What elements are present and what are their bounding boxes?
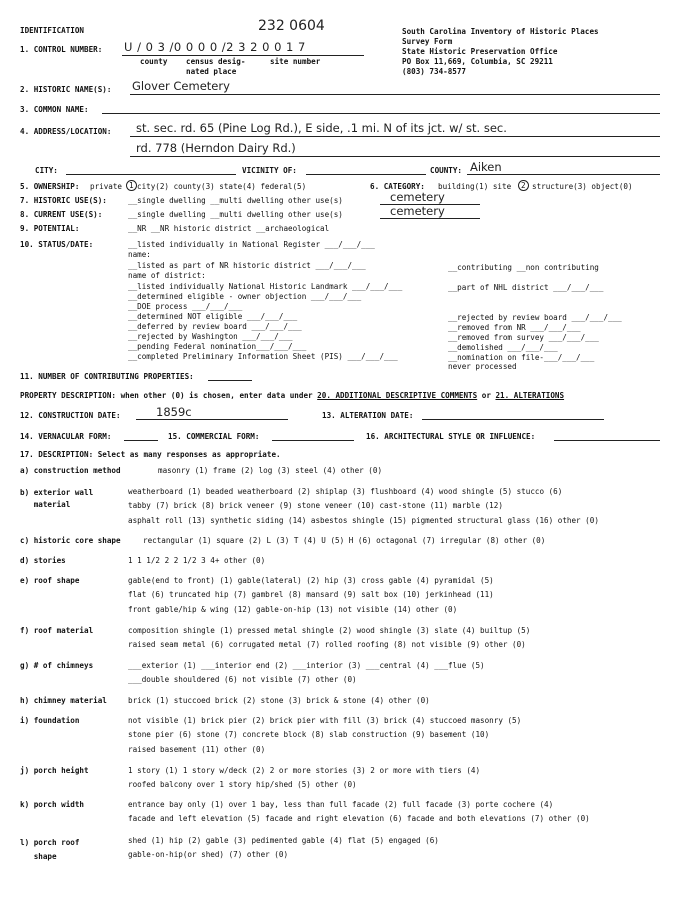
agency-line-5: (803) 734-8577 — [402, 67, 467, 76]
historic-name-value: Glover Cemetery — [132, 79, 230, 93]
desc-g-options-1: ___exterior (1) ___interior end (2) ___interior (3) ___central (4) ___flue (5) — [128, 661, 485, 670]
common-name-label: 3. COMMON NAME: — [20, 105, 89, 114]
desc-c-label: c) historic core shape — [20, 536, 121, 545]
status-left-5: __determined eligible - owner objection ___/___/___ — [128, 292, 362, 301]
city-line — [66, 174, 236, 175]
historic-use-options: __single dwelling __multi dwelling other use(s) — [128, 196, 343, 205]
status-left-6: __DOE process ___/___/___ — [128, 302, 243, 311]
category-label: 6. CATEGORY: — [370, 182, 425, 191]
control-sub-site: site number — [270, 57, 321, 66]
desc-e-options-1: gable(end to front) (1) gable(lateral) (2) hip (3) cross gable (4) pyramidal (5) — [128, 576, 494, 585]
agency-line-4: PO Box 11,669, Columbia, SC 29211 — [402, 57, 553, 66]
desc-k-options-1: entrance bay only (1) over 1 bay, less than full facade (2) full facade (3) porte cochere (4) — [128, 800, 554, 809]
contributing-properties-line — [208, 380, 252, 381]
desc-i-label: i) foundation — [20, 716, 80, 725]
desc-a-options: masonry (1) frame (2) log (3) steel (4) other (0) — [158, 466, 383, 475]
historic-use-value: cemetery — [390, 190, 445, 204]
address-line-2: rd. 778 (Herndon Dairy Rd.) — [136, 141, 296, 155]
common-name-line — [102, 113, 660, 114]
historic-name-line — [130, 94, 660, 95]
vicinity-label: VICINITY OF: — [242, 166, 297, 175]
desc-e-label: e) roof shape — [20, 576, 80, 585]
vernacular-form-label: 14. VERNACULAR FORM: — [20, 432, 112, 441]
current-use-label: 8. CURRENT USE(S): — [20, 210, 103, 219]
status-left-10: __pending Federal nomination___/___/___ — [128, 342, 307, 351]
desc-j-label: j) porch height — [20, 766, 89, 775]
agency-line-1: South Carolina Inventory of Historic Places — [402, 27, 599, 36]
alteration-date-line — [422, 419, 604, 420]
desc-b-options-3: asphalt roll (13) synthetic siding (14) asbestos shingle (15) pigmented structural glass (16) other (0) — [128, 516, 599, 525]
agency-line-3: State Historic Preservation Office — [402, 47, 558, 56]
desc-h-options: brick (1) stuccoed brick (2) stone (3) brick & stone (4) other (0) — [128, 696, 430, 705]
control-number-value: U / 0 3 /0 0 0 0 /2 3 2 0 0 1 7 — [124, 40, 306, 54]
status-left-8: __deferred by review board ___/___/___ — [128, 322, 302, 331]
desc-h-label: h) chimney material — [20, 696, 107, 705]
status-right-3: __removed from NR ___/___/___ — [448, 323, 581, 332]
property-description-link-20: 20. ADDITIONAL DESCRIPTIVE COMMENTS — [317, 391, 478, 400]
construction-date-line — [136, 419, 288, 420]
alteration-date-label: 13. ALTERATION DATE: — [322, 411, 414, 420]
current-use-options: __single dwelling __multi dwelling other use(s) — [128, 210, 343, 219]
desc-e-options-3: front gable/hip & wing (12) gable-on-hip (13) not visible (14) other (0) — [128, 605, 458, 614]
desc-k-label: k) porch width — [20, 800, 85, 809]
status-left-4: __listed individually National Historic Landmark ___/___/___ — [128, 282, 403, 291]
vernacular-form-line — [124, 440, 158, 441]
ownership-private: private — [90, 182, 123, 191]
status-left-2: __listed as part of NR historic district ___/___/___ — [128, 261, 366, 270]
current-use-value: cemetery — [390, 204, 445, 218]
historic-use-label: 7. HISTORIC USE(S): — [20, 196, 107, 205]
status-right-7: never processed — [448, 362, 517, 371]
status-right-2: __rejected by review board ___/___/___ — [448, 313, 622, 322]
status-left-9: __rejected by Washington ___/___/___ — [128, 332, 293, 341]
city-label: CITY: — [35, 166, 58, 175]
desc-a-label: a) construction method — [20, 466, 121, 475]
desc-i-options-1: not visible (1) brick pier (2) brick pier with fill (3) brick (4) stuccoed masonry (5) — [128, 716, 522, 725]
status-left-1: name: — [128, 250, 151, 259]
ownership-options: city(2) county(3) state(4) federal(5) — [137, 182, 307, 191]
status-right-4: __removed from survey ___/___/___ — [448, 333, 599, 342]
desc-f-options-2: raised seam metal (6) corrugated metal (7) rolled roofing (8) not visible (9) other (0) — [128, 640, 526, 649]
desc-l-options-2: gable-on-hip(or shed) (7) other (0) — [128, 850, 289, 859]
desc-e-options-2: flat (6) truncated hip (7) gambrel (8) mansard (9) salt box (10) jerkinhead (11) — [128, 590, 494, 599]
status-left-3: name of district: — [128, 271, 206, 280]
potential-options: __NR __NR historic district __archaeological — [128, 224, 330, 233]
identification-heading: IDENTIFICATION — [20, 26, 85, 35]
status-right-1: __part of NHL district ___/___/___ — [448, 283, 604, 292]
description-label: 17. DESCRIPTION: Select as many responses as appropriate. — [20, 450, 281, 459]
address-label: 4. ADDRESS/LOCATION: — [20, 127, 112, 136]
desc-f-label: f) roof material — [20, 626, 94, 635]
architectural-style-label: 16. ARCHITECTURAL STYLE OR INFLUENCE: — [366, 432, 536, 441]
desc-l-label: l) porch roof shape — [20, 838, 80, 861]
architectural-style-line — [554, 440, 660, 441]
property-description-note — [20, 391, 564, 400]
status-left-11: __completed Preliminary Information Sheet (PIS) ___/___/___ — [128, 352, 398, 361]
desc-i-options-3: raised basement (11) other (0) — [128, 745, 266, 754]
desc-b-options-2: tabby (7) brick (8) brick veneer (9) stone veneer (10) cast-stone (11) marble (12) — [128, 501, 503, 510]
agency-line-2: Survey Form — [402, 37, 453, 46]
status-right-5: __demolished ___/___/___ — [448, 343, 558, 352]
contributing-properties-label: 11. NUMBER OF CONTRIBUTING PROPERTIES: — [20, 372, 194, 381]
category-options-pre: building(1) site — [438, 182, 512, 191]
historic-name-label: 2. HISTORIC NAME(S): — [20, 85, 112, 94]
desc-k-options-2: facade and left elevation (5) facade and right elevation (6) facade and both elevations (7) other (0) — [128, 814, 590, 823]
desc-g-options-2: ___double shouldered (6) not visible (7) other (0) — [128, 675, 357, 684]
desc-b-label: b) exterior wall material — [20, 488, 94, 509]
ownership-label: 5. OWNERSHIP: — [20, 182, 80, 191]
status-left-7: __determined NOT eligible ___/___/___ — [128, 312, 298, 321]
desc-f-options-1: composition shingle (1) pressed metal shingle (2) wood shingle (3) slate (4) builtup (5) — [128, 626, 531, 635]
property-description-mid: or — [477, 391, 496, 400]
status-right-6: __nomination on file-___/___/___ — [448, 353, 595, 362]
county-value: Aiken — [470, 160, 502, 174]
status-left-0: __listed individually in National Register ___/___/___ — [128, 240, 375, 249]
status-right-0: __contributing __non contributing — [448, 263, 599, 272]
ownership-circled: 1 — [126, 180, 137, 191]
desc-g-label: g) # of chimneys — [20, 661, 94, 670]
desc-c-options: rectangular (1) square (2) L (3) T (4) U (5) H (6) octagonal (7) irregular (8) other (0) — [143, 536, 546, 545]
county-label: COUNTY: — [430, 166, 463, 175]
vicinity-line — [306, 174, 426, 175]
control-number-underline — [122, 55, 364, 56]
potential-label: 9. POTENTIAL: — [20, 224, 80, 233]
address-underline-1 — [130, 136, 660, 137]
desc-i-options-2: stone pier (6) stone (7) concrete block (8) slab construction (9) basement (10) — [128, 730, 490, 739]
address-line-1: st. sec. rd. 65 (Pine Log Rd.), E side, .1 mi. N of its jct. w/ st. sec. — [136, 121, 507, 135]
construction-date-label: 12. CONSTRUCTION DATE: — [20, 411, 121, 420]
category-circled: 2 — [518, 180, 529, 191]
current-use-line — [380, 218, 480, 219]
control-sub-county: county — [140, 57, 168, 66]
control-number-label: 1. CONTROL NUMBER: — [20, 45, 103, 54]
desc-j-options-1: 1 story (1) 1 story w/deck (2) 2 or more stories (3) 2 or more with tiers (4) — [128, 766, 481, 775]
property-description-link-21: 21. ALTERATIONS — [495, 391, 565, 400]
address-underline-2 — [130, 156, 660, 157]
desc-l-options-1: shed (1) hip (2) gable (3) pedimented gable (4) flat (5) engaged (6) — [128, 836, 439, 845]
construction-date-value: 1859c — [156, 405, 192, 419]
property-description-pre: PROPERTY DESCRIPTION: when other (0) is chosen, enter data under — [20, 391, 318, 400]
desc-b-options-1: weatherboard (1) beaded weatherboard (2) shiplap (3) flushboard (4) wood shingle (5) stucco (6) — [128, 487, 563, 496]
category-options-post: structure(3) object(0) — [532, 182, 633, 191]
desc-d-options: 1 1 1/2 2 2 1/2 3 4+ other (0) — [128, 556, 266, 565]
control-sub-census: census desig- nated place — [186, 57, 246, 76]
status-date-label: 10. STATUS/DATE: — [20, 240, 94, 249]
county-line — [467, 174, 660, 175]
handwritten-site-number: 232 0604 — [258, 18, 325, 34]
desc-j-options-2: roofed balcony over 1 story hip/shed (5) other (0) — [128, 780, 357, 789]
commercial-form-line — [272, 440, 354, 441]
desc-d-label: d) stories — [20, 556, 66, 565]
commercial-form-label: 15. COMMERCIAL FORM: — [168, 432, 260, 441]
